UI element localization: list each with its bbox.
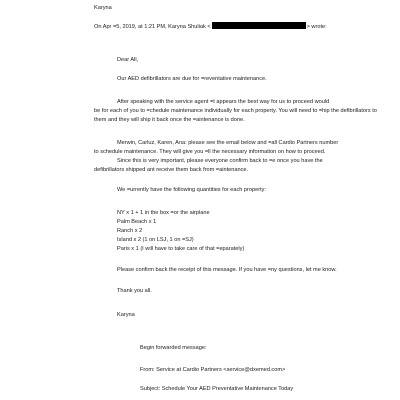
thanks: Thank you all. [117, 288, 152, 294]
paragraph-3-line-3: Since this is very important, please everyone confirm back to =e once you have the [117, 158, 323, 164]
forward-begin: Begin forwarded message: [140, 345, 207, 351]
quantity-list-item: Ranch x 2 [117, 228, 143, 234]
paragraph-4: We =urrently have the following quantities for each property: [117, 187, 266, 193]
quantity-list-item: NY x 1 + 1 in the box =or the airplane [117, 210, 210, 216]
paragraph-2-line-1: After speaking with the service agent =t appears the best way for us to proceed would [117, 99, 330, 105]
quantity-list-item: Island x 2 (1 on LSJ, 1 on =SJ) [117, 237, 194, 243]
paragraph-1: Our AED defibrillators are due for =reventative maintenance. [117, 76, 267, 82]
quoted-header [94, 22, 327, 31]
paragraph-5: Please confirm back the receipt of this message. If you have =ny questions, let me know. [117, 267, 337, 273]
forward-subject: Subject: Schedule Your AED Preventative Maintenance Today [140, 386, 294, 392]
paragraph-3-line-4: defibrillators shipped ant receive them back from =aintenance. [94, 167, 249, 173]
forward-from: From: Service at Cardio Partners <service@dxemed.com> [140, 367, 286, 373]
quoted-header-suffix: > wrote: [306, 24, 327, 30]
paragraph-2-line-2: be for each of you to =chedule maintenance individually for each property. You will need to =hip the defibrillators to [94, 108, 377, 114]
redacted-email-block [212, 22, 306, 29]
quoted-header-prefix: On Apr =5, 2019, at 1:21 PM, Karyna Shuliak < [94, 24, 211, 30]
quantity-list-item: Palm Beach x 1 [117, 219, 157, 225]
paragraph-3-line-2: to schedule maintenance. They will give you =ll the necessary information on how to proceed. [94, 149, 326, 155]
sender-name: Karyna [94, 5, 112, 11]
paragraph-2-line-3: them and they will ship it back once the =aintenance is done. [94, 117, 245, 123]
greeting: Dear All, [117, 57, 139, 63]
paragraph-3-line-1: Merwin, Carluz, Karen, Ana: please see the email below and =all Cardio Partners number [117, 140, 339, 146]
quantity-list-item: Paris x 1 (I will have to take care of that =eparately) [117, 246, 245, 252]
signature: Karyna [117, 312, 135, 318]
